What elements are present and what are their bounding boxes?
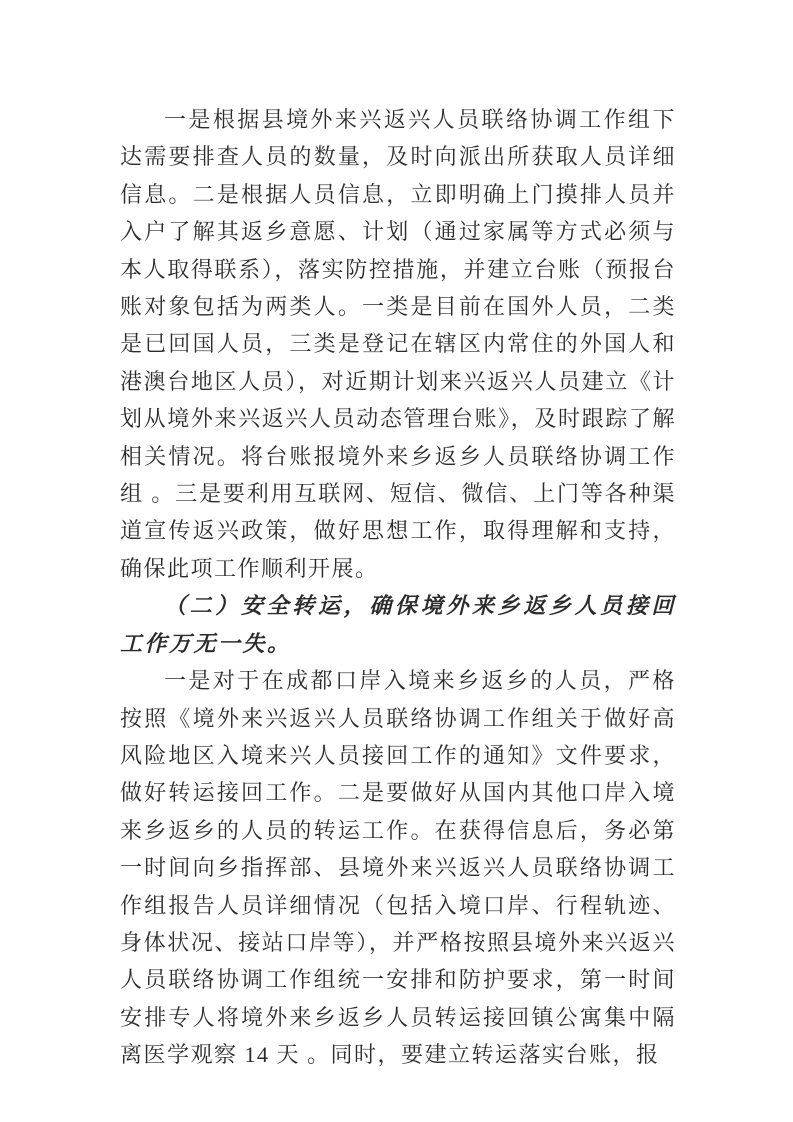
document-text-block <box>120 101 676 1074</box>
paragraph-transfer-procedures: 一是对于在成都口岸入境来乡返乡的人员，严格按照《境外来兴返兴人员联络协调工作组关于做好高风险地区入境来兴人员接回工作的通知》文件要求，做好转运接回工作。二是要做好从国内其他口岸入境来乡返乡的人员的转运工作。在获得信息后，务必第一时间向乡指挥部、县境外来兴返兴人员联络协调工作组报告人员详细情况（包括入境口岸、行程轨迹、身体状况、接站口岸等），并严格按照县境外来兴返兴人员联络协调工作组统一安排和防护要求，第一时间安排专人将境外来乡返乡人员转运接回镇公寓集中隔离医学观察 14 天 。同时，要建立转运落实台账，报 <box>120 668 676 1068</box>
paragraph-survey-tasks: 一是根据县境外来兴返兴人员联络协调工作组下达需要排查人员的数量，及时向派出所获取人员详细信息。二是根据人员信息，立即明确上门摸排人员并入户了解其返乡意愿、计划（通过家属等方式必须与本人取得联系），落实防控措施，并建立台账（预报台账对象包括为两类人。一类是目前在国外人员，二类是已回国人员，三类是登记在辖区内常住的外国人和港澳台地区人员），对近期计划来兴返兴人员建立《计划从境外来兴返兴人员动态管理台账》，及时跟踪了解相关情况。将台账报境外来乡返乡人员联络协调工作组 。三是要利用互联网、短信、微信、上门等各种渠道宣传返兴政策，做好思想工作，取得理解和支持，确保此项工作顺利开展。 <box>120 107 676 581</box>
section-heading-safe-transfer: （二）安全转运，确保境外来乡返乡人员接回工作万无一失。 <box>120 593 676 656</box>
